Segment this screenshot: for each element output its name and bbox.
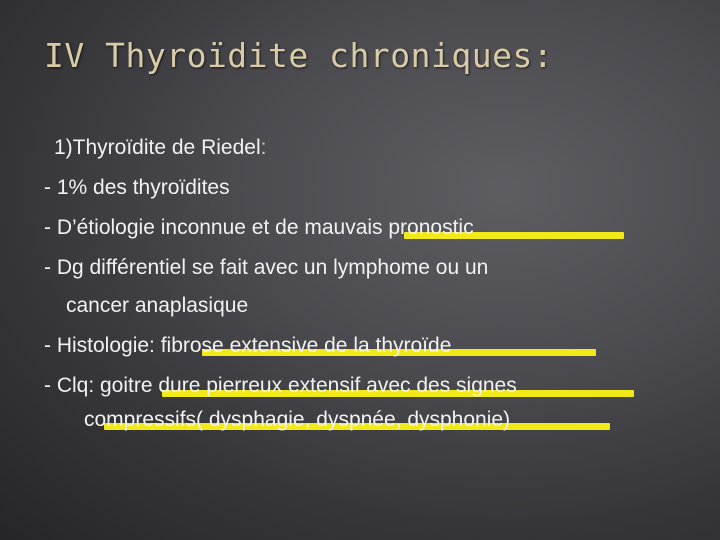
bullet-3: - Dg différentiel se fait avec un lymphome ou un [44, 256, 489, 279]
subheading [54, 134, 266, 162]
bullet-5: - Clq: goitre dure pierreux extensif avec des signes [44, 374, 517, 397]
bullet-2: - D’étiologie inconnue et de mauvais pronostic [44, 216, 474, 239]
bullet-3-continuation: cancer anaplasique [66, 294, 249, 317]
subheading-colon: : [260, 136, 267, 159]
bullet-4: - Histologie: fibrose extensive de la thyroïde [44, 334, 452, 357]
bullet-5-continuation: compressifs( dysphagie, dyspnée, dysphonie) [84, 408, 511, 431]
slide-title: IV Thyroïdite chroniques: [44, 36, 554, 75]
bullet-1: - 1% des thyroïdites [44, 176, 230, 199]
subheading-text: 1)Thyroïdite de Riedel [54, 136, 261, 159]
